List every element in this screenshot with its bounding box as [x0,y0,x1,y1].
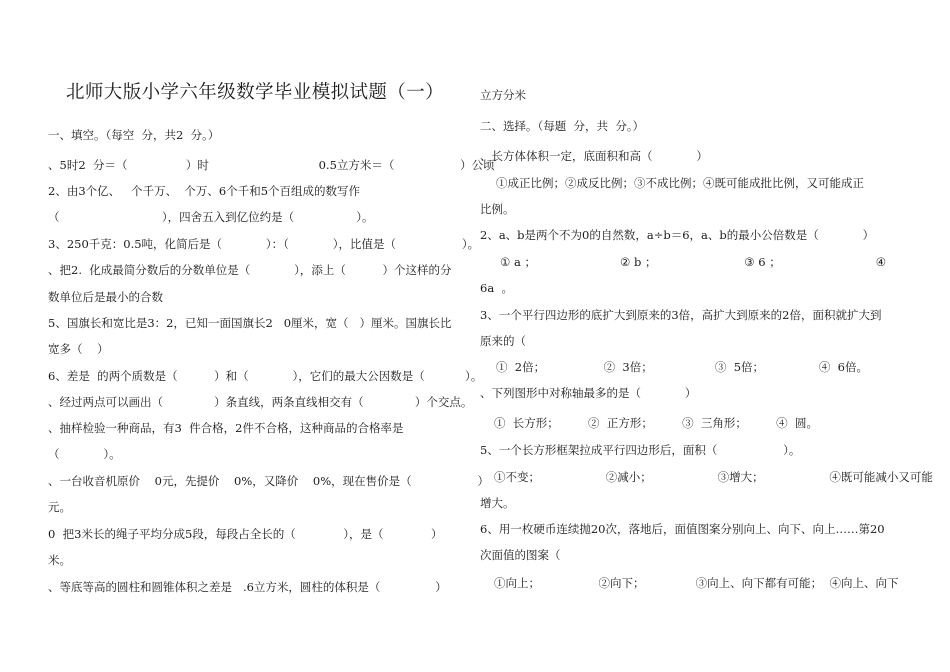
question-line: 元。 [48,500,71,514]
option-line: ① a ； ② b ； ③ 6 ； ④ [500,255,887,269]
question-line: 立方分米 [480,88,526,102]
option-line: 增大。 [480,496,515,510]
question-line: 次面值的图案（ [480,548,561,562]
option-line: ①向上； ②向下； ③向上、向下都有可能； ④向上、向下 [494,576,899,590]
question-line: 5、一个长方形框架拉成平行四边形后，面积（ ）。 [480,443,801,457]
section-choice-heading: 二、选择。（每题 分，共 分。） [480,119,645,133]
question-line: 5、国旗长和宽比是3：2，已知一面国旗长2 0厘米，宽（ ）厘米。国旗长比 [48,316,452,330]
question-line: 、下列图形中对称轴最多的是（ ） [480,386,697,400]
option-line: 6a 。 [480,281,513,295]
option-line: 比例。 [480,202,515,216]
question-line: 0 把3米长的绳子平均分成5段，每段占全长的（ ），是（ ） [48,527,443,541]
question-line: （ ）。 [48,447,121,461]
question-line: （ ），四舍五入到亿位约是（ ）。 [48,210,374,224]
option-line: ① 2倍； ② 3倍； ③ 5倍； ④ 6倍。 [496,360,868,374]
question-line: 、把2. 化成最简分数后的分数单位是（ ），添上（ ）个这样的分 [48,263,452,277]
question-line: 2、a、b是两个不为0的自然数，a÷b＝6，a、b的最小公倍数是（ ） [480,228,875,242]
option-line: ① 长方形； ② 正方形； ③ 三角形； ④ 圆。 [494,416,818,430]
question-line: 数单位后是最小的合数 [48,290,163,304]
question-line: 、一台收音机原价 0元，先提价 0%，又降价 0%，现在售价是（ ） [48,474,489,488]
question-line: 、抽样检验一种商品，有3 件合格，2件不合格，这种商品的合格率是 [48,421,404,435]
section-fill-heading: 一、填空。（每空 分，共2 分。） [48,128,220,142]
question-line: 、5时2 分＝（ ）时 0.5立方米＝（ ）公顷 [48,158,495,172]
question-line: 3、250千克：0.5吨，化简后是（ ）：（ ），比值是（ ）。 [48,237,480,251]
question-line: 2、由3个亿、 个千万、 个万、6个千和5个百组成的数写作 [48,184,361,198]
question-line: 米。 [48,553,71,567]
question-line: 6、用一枚硬币连续抛20次，落地后，面值图案分别向上、向下、向上……第20 [480,522,885,536]
question-line: 、等底等高的圆柱和圆锥体积之差是 .6立方米，圆柱的体积是（ ） [48,580,447,594]
question-line: 、长方体体积一定，底面积和高（ ） [480,149,708,163]
question-line: 宽多（ ） [48,342,109,356]
option-line: ①不变； ②减小； ③增大； ④既可能减小又可能 [494,470,933,484]
question-line: 、经过两点可以画出（ ）条直线，两条直线相交有（ ）个交点。 [48,395,473,409]
question-line: 原来的（ [480,334,526,348]
option-line: ①成正比例；②成反比例；③不成比例；④既可能成批比例，又可能成正 [496,176,864,190]
page-title: 北师大版小学六年级数学毕业模拟试题（一） [66,82,445,103]
question-line: 3、一个平行四边形的底扩大到原来的3倍，高扩大到原来的2倍，面积就扩大到 [480,308,882,322]
question-line: 6、差是 的两个质数是（ ）和（ ），它们的最大公因数是（ ）。 [48,369,483,383]
